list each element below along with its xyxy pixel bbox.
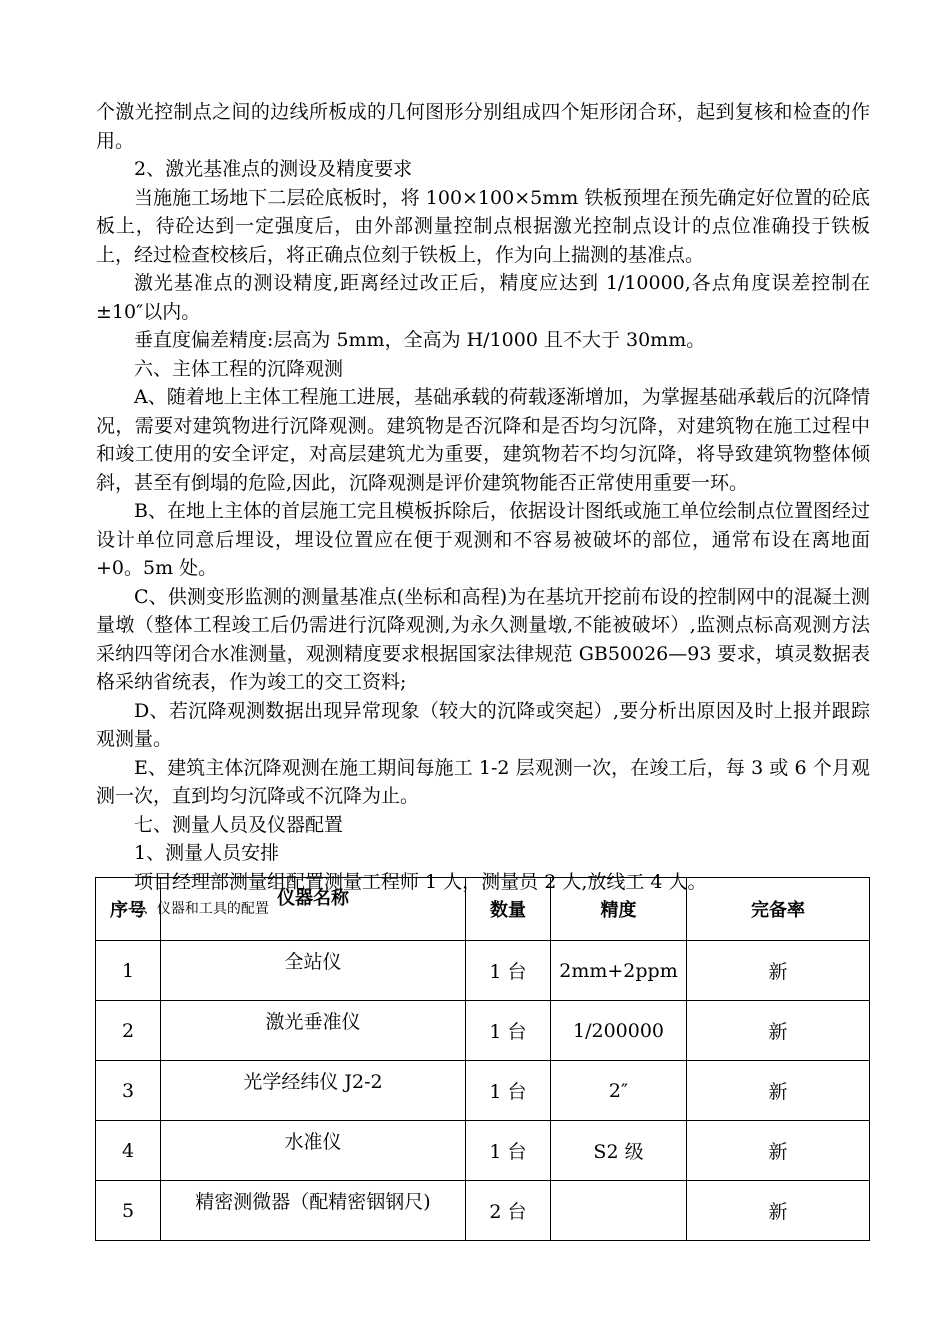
- heading-equipment: 2、仪器和工具的配置: [134, 901, 269, 917]
- paragraph-settlement-c: C、供测变形监测的测量基准点(坐标和高程)为在基坑开挖前布设的控制网中的混凝土测量墩（整体工程竣工后仍需进行沉降观测,为永久测量墩,不能被破坏）,监测点标高观测方法采纳四等闭合水准测量，观测精度要求根据国家法律规范 GB50026—93 要求，填灵数据表格采纳省统表，作为竣工的交工资料;: [96, 585, 870, 693]
- cell-precision: S2 级: [551, 1121, 687, 1181]
- cell-condition: 新: [687, 1061, 870, 1121]
- header-index: 序号: [96, 878, 161, 941]
- cell-condition: 新: [687, 1181, 870, 1241]
- paragraph-verticality: 垂直度偏差精度:层高为 5mm，全高为 H/1000 且不大于 30mm。: [134, 329, 706, 351]
- cell-index: 3: [96, 1061, 161, 1121]
- heading-staff-equipment: 七、测量人员及仪器配置: [134, 813, 344, 836]
- cell-index: 5: [96, 1181, 161, 1241]
- paragraph-laser-precision: 激光基准点的测设精度,距离经过改正后，精度应达到 1/10000,各点角度误差控制在±10″以内。: [96, 272, 870, 323]
- cell-quantity: 1 台: [466, 941, 551, 1001]
- paragraph-settlement-e: E、建筑主体沉降观测在施工期间每施工 1-2 层观测一次，在竣工后，每 3 或 6 个月观测一次，直到均匀沉降或不沉降为止。: [96, 756, 870, 807]
- cell-condition: 新: [687, 1121, 870, 1181]
- cell-index: 4: [96, 1121, 161, 1181]
- table-row: [96, 1001, 870, 1061]
- equipment-table: [95, 877, 870, 1241]
- heading-staff: 1、测量人员安排: [134, 842, 280, 864]
- table-row: [96, 941, 870, 1001]
- cell-precision: 2mm+2ppm: [551, 941, 687, 1001]
- cell-index: 2: [96, 1001, 161, 1061]
- cell-name: 水准仪: [161, 1121, 466, 1181]
- cell-condition: 新: [687, 1001, 870, 1061]
- cell-quantity: 1 台: [466, 1061, 551, 1121]
- cell-precision: [551, 1181, 687, 1241]
- paragraph-settlement-d: D、若沉降观测数据出现异常现象（较大的沉降或突起）,要分析出原因及时上报并跟踪观测量。: [96, 699, 870, 750]
- document-body: [96, 98, 870, 921]
- table-row: [96, 1121, 870, 1181]
- paragraph-settlement-b: B、在地上主体的首层施工完且模板拆除后，依据设计图纸或施工单位绘制点位置图经过设计单位同意后埋设，埋设位置应在便于观测和不容易被破坏的部位，通常布设在离地面+0。5m 处。: [96, 500, 870, 579]
- cell-precision: 2″: [551, 1061, 687, 1121]
- cell-name: 精密测微器（配精密铟钢尺): [161, 1181, 466, 1241]
- paragraph-laser-setup: 当施施工场地下二层砼底板时，将 100×100×5mm 铁板预埋在预先确定好位置的砼底板上，待砼达到一定强度后，由外部测量控制点根据激光控制点设计的点位准确投于铁板上，经过检查校核后，将正确点位刻于铁板上，作为向上揣测的基准点。: [96, 186, 870, 266]
- paragraph-intro: 个激光控制点之间的边线所板成的几何图形分别组成四个矩形闭合环，起到复核和检查的作用。: [96, 101, 870, 152]
- cell-quantity: 1 台: [466, 1121, 551, 1181]
- heading-settlement: 六、主体工程的沉降观测: [134, 357, 344, 380]
- header-precision: 精度: [551, 878, 687, 941]
- cell-quantity: 2 台: [466, 1181, 551, 1241]
- paragraph-staff: 项目经理部测量组配置测量工程师 1 人，测量员 2 人,放线工 4 人。: [134, 870, 707, 893]
- paragraph-settlement-a: A、随着地上主体工程施工进展，基础承载的荷载逐渐增加，为掌握基础承载后的沉降情况，需要对建筑物进行沉降观测。建筑物是否沉降和是否均匀沉降，对建筑物在施工过程中和竣工使用的安全评定，对高层建筑尤为重要，建筑物若不均匀沉降，将导致建筑物整体倾斜，甚至有倒塌的危险,因此，沉降观测是评价建筑物能否正常使用重要一环。: [96, 386, 870, 494]
- cell-name: 光学经纬仪 J2-2: [161, 1061, 466, 1121]
- table-header-row: [96, 878, 870, 941]
- header-quantity: 数量: [466, 878, 551, 941]
- header-name: 仪器名称: [161, 878, 466, 941]
- header-condition: 完备率: [687, 878, 870, 941]
- heading-laser-reference: 2、激光基准点的测设及精度要求: [134, 158, 413, 180]
- table-row: [96, 1061, 870, 1121]
- cell-name: 激光垂准仪: [161, 1001, 466, 1061]
- cell-condition: 新: [687, 941, 870, 1001]
- cell-precision: 1/200000: [551, 1001, 687, 1061]
- table-row: [96, 1181, 870, 1241]
- cell-name: 全站仪: [161, 941, 466, 1001]
- cell-index: 1: [96, 941, 161, 1001]
- cell-quantity: 1 台: [466, 1001, 551, 1061]
